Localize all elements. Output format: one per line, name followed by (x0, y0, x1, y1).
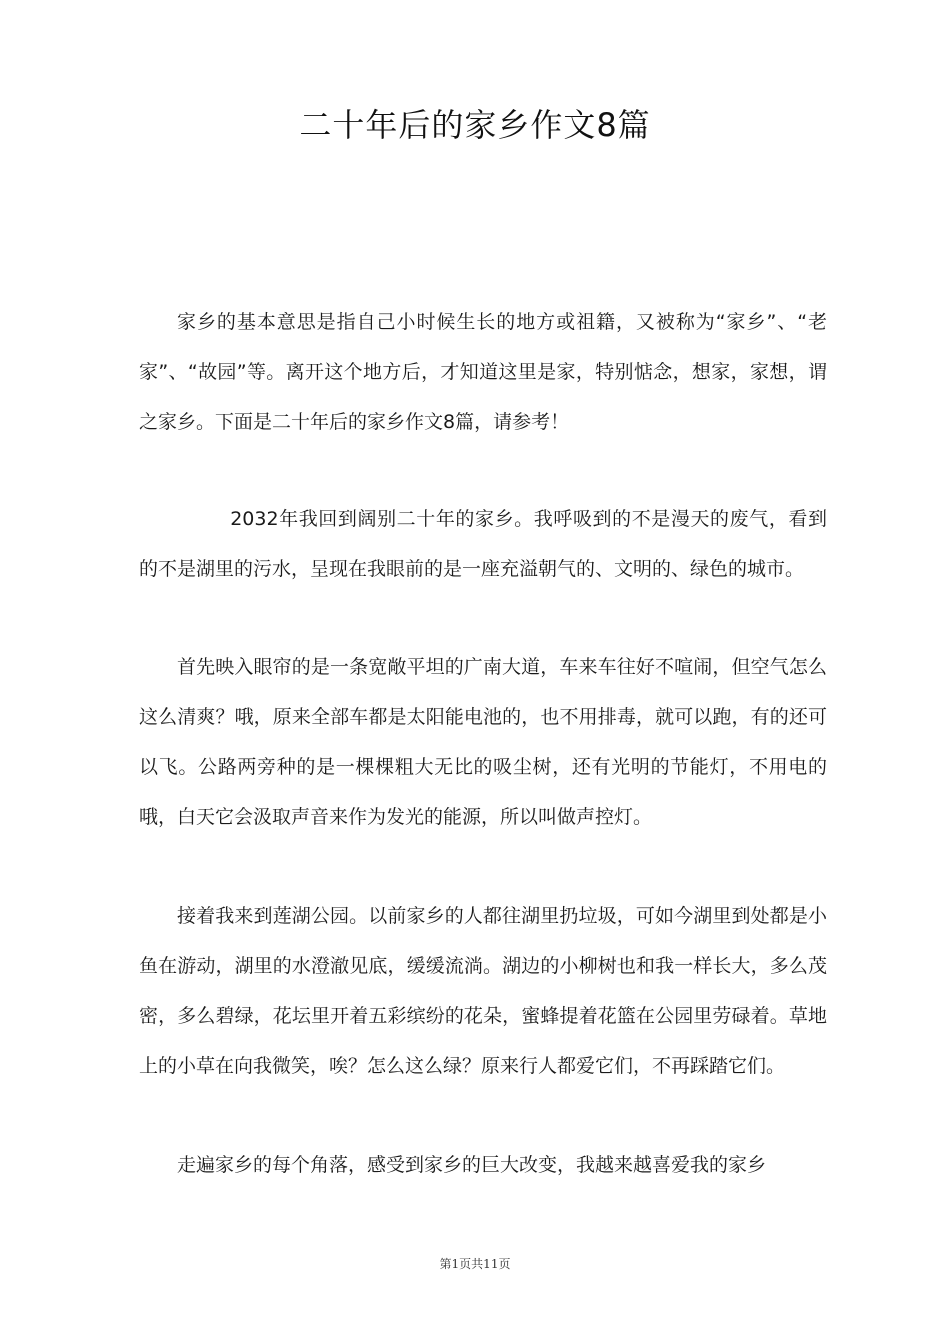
intro-paragraph: 家乡的基本意思是指自己小时候生长的地方或祖籍，又被称为“家乡”、“老家”、“故园”等。离开这个地方后，才知道这里是家，特别惦念，想家，家想，谓之家乡。下面是二十年后的家乡作文8篇，请参考！ (139, 311, 827, 433)
essay-paragraph-3: 接着我来到莲湖公园。以前家乡的人都往湖里扔垃圾，可如今湖里到处都是小鱼在游动，湖里的水澄澈见底，缓缓流淌。湖边的小柳树也和我一样长大，多么茂密，多么碧绿，花坛里开着五彩缤纷的花朵，蜜蜂提着花篮在公园里劳碌着。草地上的小草在向我微笑，唉？怎么这么绿？原来行人都爱它们，不再踩踏它们。 (139, 905, 827, 1077)
essay-paragraph-2: 首先映入眼帘的是一条宽敞平坦的广南大道，车来车往好不喧闹，但空气怎么这么清爽？哦，原来全部车都是太阳能电池的，也不用排毒，就可以跑，有的还可以飞。公路两旁种的是一棵棵粗大无比的吸尘树，还有光明的节能灯，不用电的哦，白天它会汲取声音来作为发光的能源，所以叫做声控灯。 (139, 656, 827, 828)
essay-paragraph-1: 2032年我回到阔别二十年的家乡。我呼吸到的不是漫天的废气，看到的不是湖里的污水，呈现在我眼前的是一座充溢朝气的、文明的、绿色的城市。 (139, 508, 827, 580)
document-title: 二十年后的家乡作文8篇 (299, 106, 651, 144)
page-number: 第1页共11页 (439, 1257, 511, 1271)
essay-paragraph-4: 走遍家乡的每个角落，感受到家乡的巨大改变，我越来越喜爱我的家乡 (177, 1154, 767, 1176)
